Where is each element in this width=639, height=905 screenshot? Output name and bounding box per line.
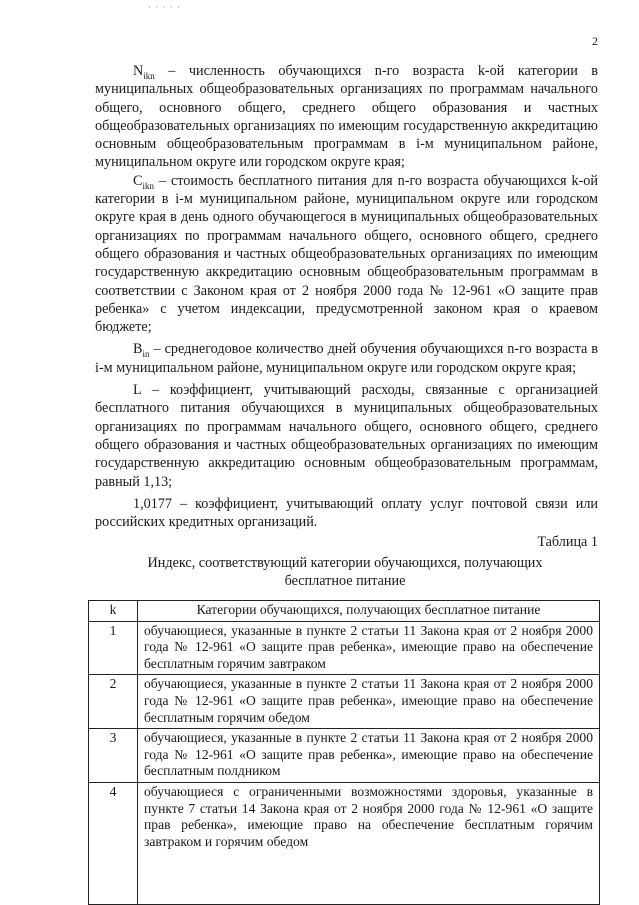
table-row <box>89 675 600 729</box>
scan-artifact: · · · · · <box>148 2 181 12</box>
header-k: k <box>89 601 138 622</box>
symbol-n: N <box>133 63 144 79</box>
header-category: Категории обучающихся, получающих бесплатное питание <box>138 601 600 622</box>
paragraph-n-definition <box>95 62 598 172</box>
symbol-n-subscript: ikn <box>143 70 155 81</box>
paragraph-b-text: – среднегодовое количество дней обучения обучающихся n-го возраста в i-м муниципальном районе, муниципальном округе или городском округе края; <box>95 341 598 376</box>
page-number: 2 <box>592 34 598 48</box>
table-row <box>89 729 600 783</box>
symbol-c-subscript: ikn <box>142 180 154 191</box>
row-k-value: 3 <box>89 729 138 783</box>
row-k-value: 2 <box>89 675 138 729</box>
table-header-row <box>89 601 600 622</box>
table-caption: Таблица 1 <box>537 534 598 550</box>
paragraph-coefficient: 1,0177 – коэффициент, учитывающий оплату услуг почтовой связи или российских кредитных организаций. <box>95 495 598 531</box>
paragraph-l-definition: L – коэффициент, учитывающий расходы, связанные с организацией бесплатного питания обучающихся в муниципальных общеобразовательных организациях по программам начального общего, основного общего, среднего общего образования и частных общеобразовательных организациях по имеющим государственную аккредитацию основным общеобразовательным программам, равный 1,13; <box>95 382 598 490</box>
row-category-text: обучающиеся с ограниченными возможностями здоровья, указанные в пункте 7 статьи 14 Закона края от 2 ноября 2000 года № 12-961 «О защите прав ребенка», имеющие право на обеспечение бесплатным горячим завтраком и горячим обедом <box>138 782 600 904</box>
table-row <box>89 782 600 904</box>
table-row <box>89 621 600 675</box>
paragraph-b-definition <box>95 340 598 377</box>
category-index-table <box>88 600 600 905</box>
symbol-b-subscript: in <box>142 349 150 360</box>
paragraph-n-text: – численность обучающихся n-го возраста k-ой категории в муниципальных общеобразовательных организациях по программам начального общего, основного общего, среднего общего образования и частных общеобразовательных организациях по имеющим государственную аккредитацию основным общеобразовательным программам в i-м муниципальном районе, муниципальном округе или городском округе края; <box>95 63 598 171</box>
row-category-text: обучающиеся, указанные в пункте 2 статьи 11 Закона края от 2 ноября 2000 года № 12-961 «О защите прав ребенка», имеющие право на обеспечение бесплатным полдником <box>138 729 600 783</box>
table-heading <box>130 554 560 590</box>
row-category-text: обучающиеся, указанные в пункте 2 статьи 11 Закона края от 2 ноября 2000 года № 12-961 «О защите прав ребенка», имеющие право на обеспечение бесплатным горячим завтраком <box>138 621 600 675</box>
table-heading-line-1: Индекс, соответствующий категории обучающихся, получающих <box>147 555 543 571</box>
row-k-value: 1 <box>89 621 138 675</box>
row-k-value: 4 <box>89 782 138 904</box>
paragraph-c-text: – стоимость бесплатного питания для n-го возраста обучающихся k-ой категории в i-м муниципальном районе, муниципальном округе или городском округе края в день одного обучающегося в муниципальных общеобразовательных организациях по программам начального общего, основного общего, среднего общего образования и частных общеобразовательных организациях по имеющим государственную аккредитацию основным общеобразовательным программам в соответствии с Законом края от 2 ноября 2000 года № 12-961 «О защите прав ребенка» с учетом индексации, предусмотренной законом края о краевом бюджете; <box>95 172 598 336</box>
symbol-c: C <box>133 172 143 189</box>
symbol-b: B <box>133 341 143 358</box>
paragraph-c-definition <box>95 172 598 337</box>
document-body <box>95 62 598 531</box>
table-heading-line-2: бесплатное питание <box>284 573 406 589</box>
row-category-text: обучающиеся, указанные в пункте 2 статьи 11 Закона края от 2 ноября 2000 года № 12-961 «О защите прав ребенка», имеющие право на обеспечение бесплатным горячим обедом <box>138 675 600 729</box>
